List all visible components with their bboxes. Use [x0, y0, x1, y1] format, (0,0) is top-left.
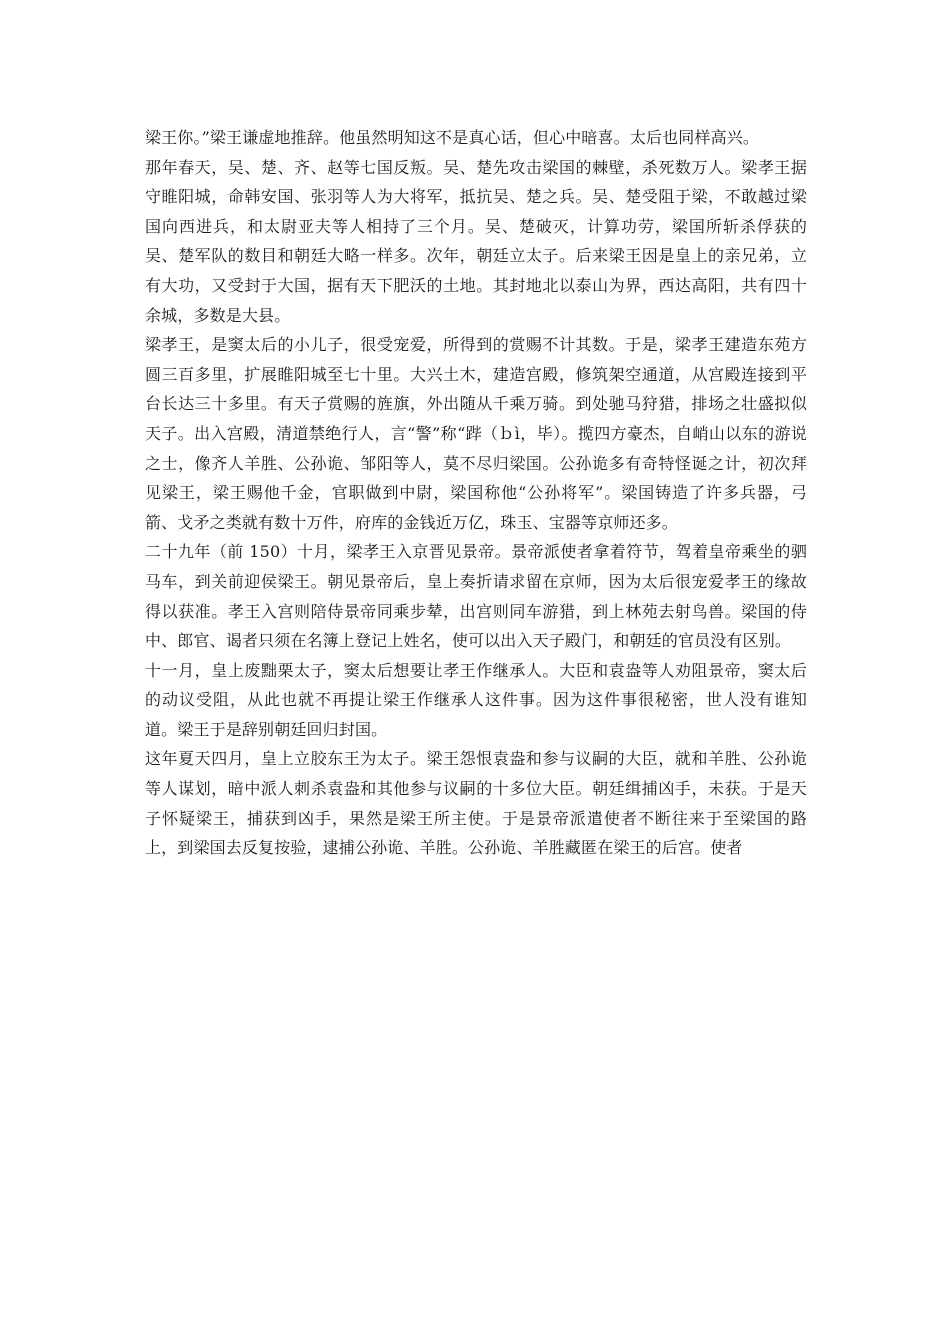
- paragraph-4: 二十九年（前 150）十月，梁孝王入京晋见景帝。景帝派使者拿着符节，驾着皇帝乘坐的驷马车，到关前迎侯梁王。朝见景帝后，皇上奏折请求留在京师，因为太后很宠爱孝王的缘故得以获准。孝王入宫则陪侍景帝同乘步辇，出宫则同车游猎，到上林苑去射鸟兽。梁国的侍中、郎官、谒者只须在名簿上登记上姓名，使可以出入天子殿门，和朝廷的官员没有区别。: [145, 542, 807, 651]
- paragraph-5: 十一月，皇上废黜栗太子，窦太后想要让孝王作继承人。大臣和袁盎等人劝阻景帝，窦太后的动议受阻，从此也就不再提让梁王作继承人这件事。因为这件事很秘密，世人没有谁知道。梁王于是辞别朝廷回归封国。: [145, 660, 807, 739]
- paragraph-3: 梁孝王，是窦太后的小儿子，很受宠爱，所得到的赏赐不计其数。于是，梁孝王建造东苑方圆三百多里，扩展睢阳城至七十里。大兴土木，建造宫殿，修筑架空通道，从宫殿连接到平台长达三十多里。有天子赏赐的旌旗，外出随从千乘万骑。到处驰马狩猎，排场之壮盛拟似天子。出入宫殿，清道禁绝行人，言“警”称“跸（ｂì，毕）。揽四方豪杰，自峭山以东的游说之士，像齐人羊胜、公孙诡、邹阳等人，莫不尽归梁国。公孙诡多有奇特怪诞之计，初次拜见梁王，梁王赐他千金，官职做到中尉，梁国称他“公孙将军”。梁国铸造了许多兵器，弓箭、戈矛之类就有数十万件，府库的金钱近万亿，珠玉、宝器等京师还多。: [145, 335, 807, 532]
- paragraph-6: 这年夏天四月，皇上立胶东王为太子。梁王怨恨袁盎和参与议嗣的大臣，就和羊胜、公孙诡等人谋划，暗中派人刺杀袁盎和其他参与议嗣的十多位大臣。朝廷缉捕凶手，未获。于是天子怀疑梁王，捕获到凶手，果然是梁王所主使。于是景帝派遣使者不断往来于至梁国的路上，到梁国去反复按验，逮捕公孙诡、羊胜。公孙诡、羊胜藏匿在梁王的后宫。使者: [145, 749, 807, 858]
- paragraph-2: 那年春天，吴、楚、齐、赵等七国反叛。吴、楚先攻击梁国的棘壁，杀死数万人。梁孝王据守睢阳城，命韩安国、张羽等人为大将军，抵抗吴、楚之兵。吴、楚受阻于梁，不敢越过梁国向西进兵，和太尉亚夫等人相持了三个月。吴、楚破灭，计算功劳，梁国所斩杀俘获的吴、楚军队的数目和朝廷大略一样多。次年，朝廷立太子。后来梁王因是皇上的亲兄弟，立有大功，又受封于大国，据有天下肥沃的土地。其封地北以泰山为界，西达高阳，共有四十余城，多数是大县。: [145, 157, 807, 325]
- paragraph-1: 梁王你。”梁王谦虚地推辞。他虽然明知这不是真心话，但心中暗喜。太后也同样高兴。: [145, 128, 760, 147]
- document-body: [145, 123, 807, 863]
